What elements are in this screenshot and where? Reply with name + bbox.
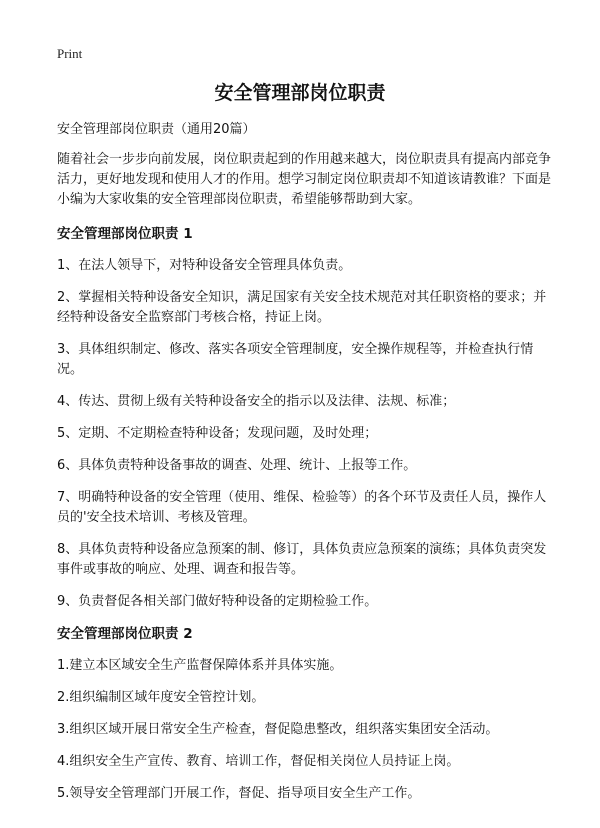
list-item: 2、掌握相关特种设备安全知识，满足国家有关安全技术规范对其任职资格的要求；并经特种设备安全监察部门考核合格，持证上岗。	[57, 290, 547, 325]
intro-paragraph: 随着社会一步步向前发展，岗位职责起到的作用越来越大，岗位职责具有提高内部竞争活力，更好地发现和使用人才的作用。想学习制定岗位职责却不知道该请教谁？下面是小编为大家收集的安全管理部岗位职责，希望能够帮助到大家。	[57, 152, 552, 207]
page-title: 安全管理部岗位职责	[214, 82, 386, 104]
list-item: 2.组织编制区域年度安全管控计划。	[57, 690, 265, 705]
list-item: 5.领导安全管理部门开展工作，督促、指导项目安全生产工作。	[57, 786, 421, 801]
list-item: 1、在法人领导下，对特种设备安全管理具体负责。	[57, 258, 352, 273]
section-2	[57, 624, 553, 804]
print-link[interactable]: Print	[57, 46, 83, 61]
list-item: 8、具体负责特种设备应急预案的制、修订，具体负责应急预案的演练；具体负责突发事件或事故的响应、处理、调查和报告等。	[57, 542, 547, 577]
list-item: 3、具体组织制定、修改、落实各项安全管理制度，安全操作规程等，并检查执行情况。	[57, 342, 534, 377]
list-item: 9、负责督促各相关部门做好特种设备的定期检验工作。	[57, 594, 378, 609]
section-heading: 安全管理部岗位职责 1	[57, 226, 193, 242]
list-item: 5、定期、不定期检查特种设备；发现问题，及时处理；	[57, 426, 378, 441]
list-item: 7、明确特种设备的安全管理（使用、维保、检验等）的各个环节及责任人员，操作人员的'安全技术培训、考核及管理。	[57, 490, 547, 525]
list-item: 1.建立本区域安全生产监督保障体系并具体实施。	[57, 658, 343, 673]
section-heading: 安全管理部岗位职责 2	[57, 626, 193, 642]
list-item: 4.组织安全生产宣传、教育、培训工作，督促相关岗位人员持证上岗。	[57, 754, 460, 769]
article-body	[57, 120, 553, 816]
article-subtitle: 安全管理部岗位职责（通用20篇）	[57, 122, 256, 137]
list-item: 6、具体负责特种设备事故的调查、处理、统计、上报等工作。	[57, 458, 417, 473]
section-1	[57, 224, 553, 612]
list-item: 4、传达、贯彻上级有关特种设备安全的指示以及法律、法规、标准；	[57, 394, 456, 409]
list-item: 3.组织区域开展日常安全生产检查，督促隐患整改，组织落实集团安全活动。	[57, 722, 499, 737]
